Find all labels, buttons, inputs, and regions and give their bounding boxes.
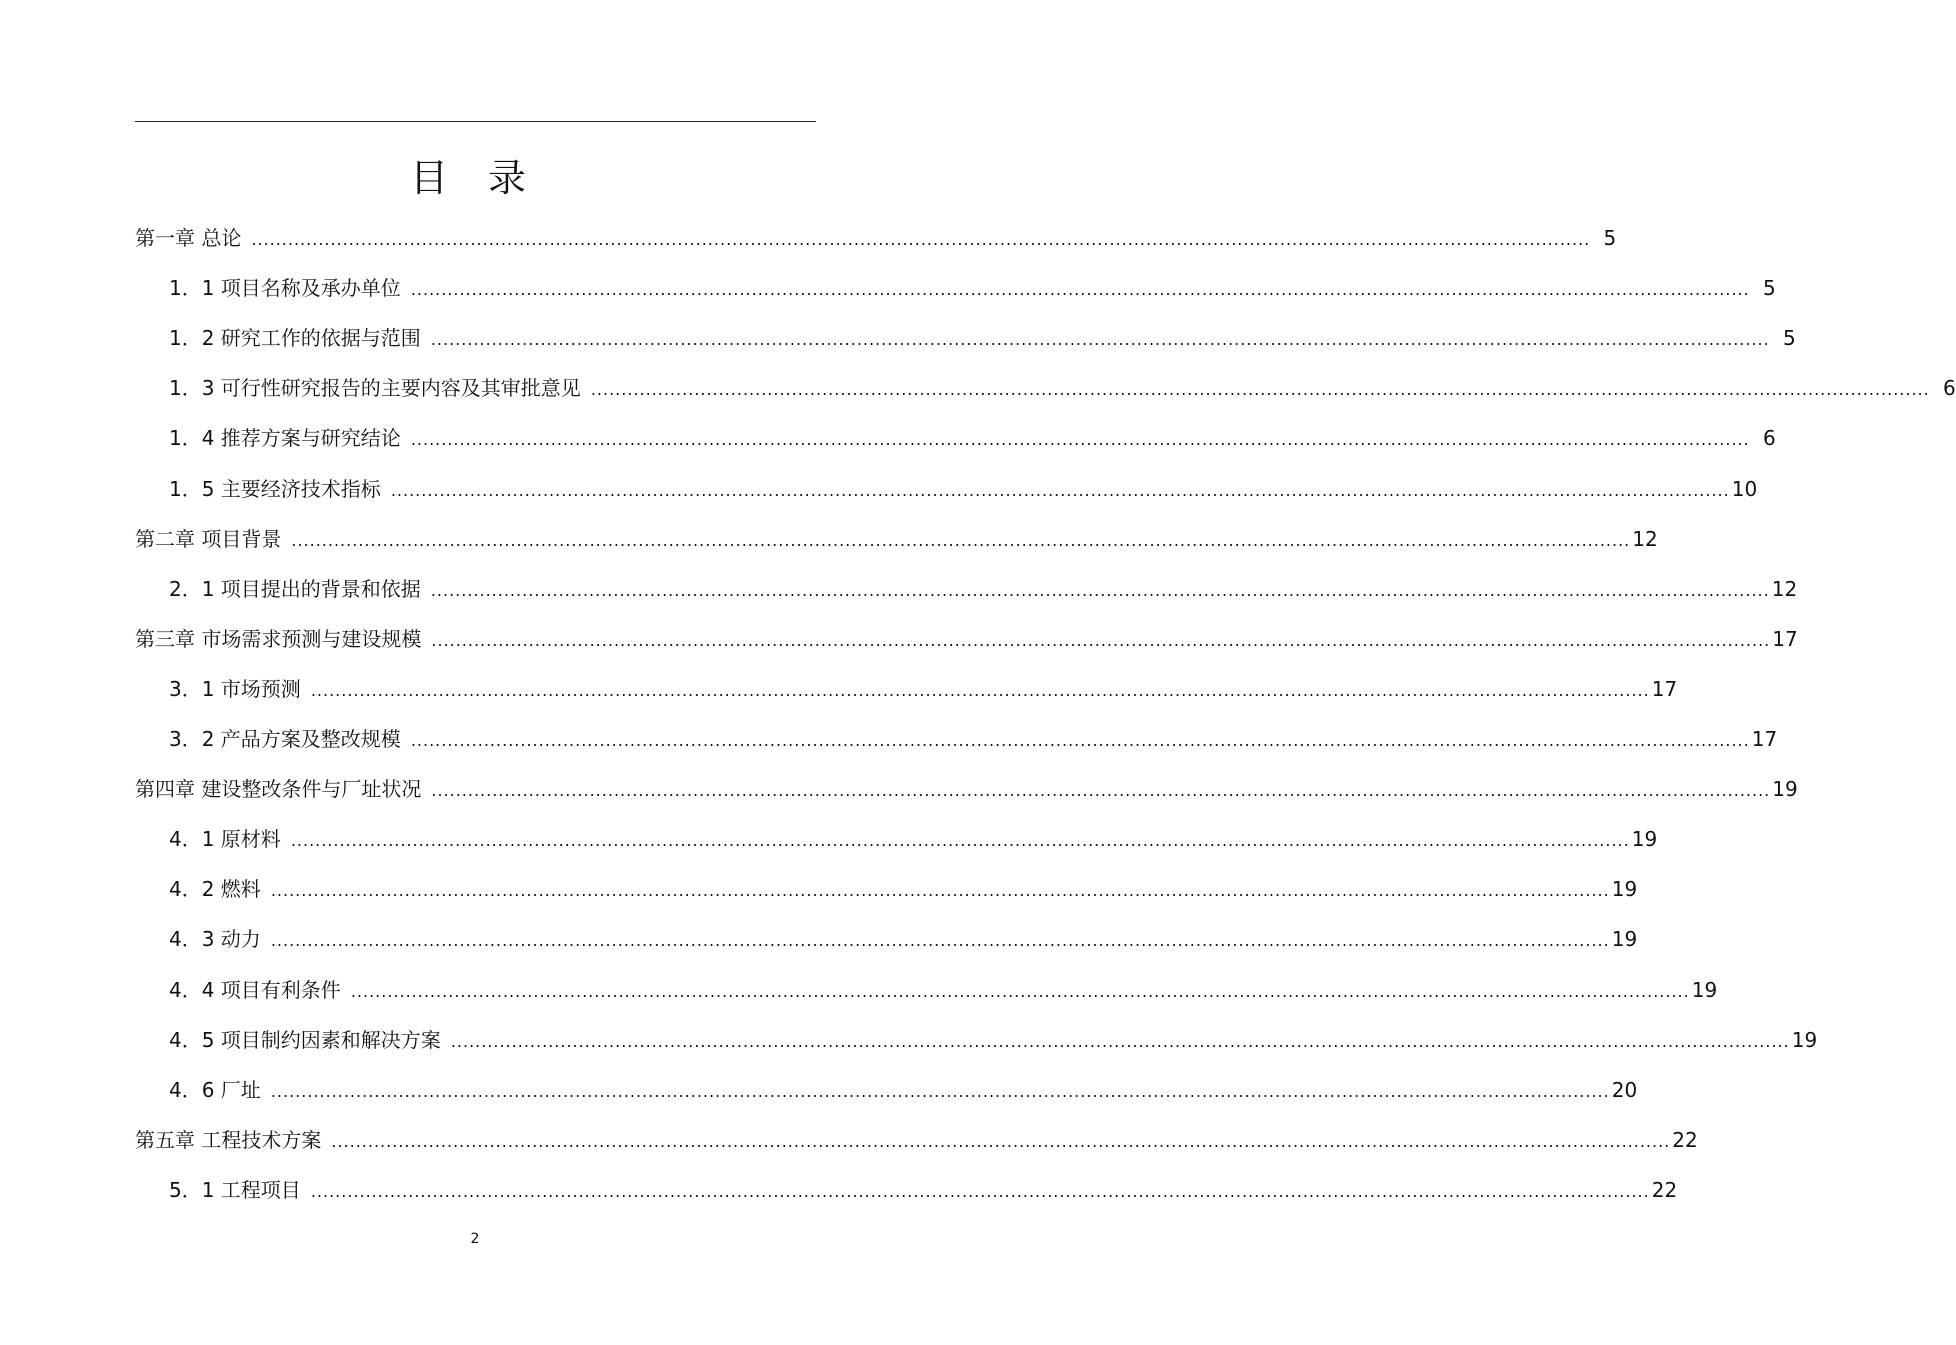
- dot-leader: ............................................................................................................................................................................................................................: [430, 581, 1770, 600]
- toc-section-entry[interactable]: [169, 374, 1956, 402]
- header-rule: [135, 121, 816, 122]
- dot-leader: ............................................................................................................................................................................................................................: [331, 1132, 1671, 1151]
- toc-entry-page: 17: [1751, 727, 1778, 751]
- toc-section-entry[interactable]: [169, 424, 1776, 452]
- dot-leader: ............................................................................................................................................................................................................................: [410, 731, 1750, 750]
- toc-entry-page: 6: [1942, 376, 1956, 400]
- page-number: 2: [470, 1231, 480, 1247]
- toc-entry-page: 22: [1672, 1128, 1698, 1152]
- toc-entry-label: 第五章 工程技术方案: [135, 1128, 322, 1152]
- toc-section-entry[interactable]: [169, 825, 1658, 853]
- toc-section-entry[interactable]: [169, 1076, 1638, 1104]
- toc-entry-label: 4．2 燃料: [169, 877, 261, 901]
- dot-leader: ............................................................................................................................................................................................................................: [270, 1082, 1610, 1101]
- toc-entry-page: 20: [1611, 1078, 1638, 1102]
- page-title: 目 录: [409, 156, 541, 200]
- dot-leader: ............................................................................................................................................................................................................................: [450, 1032, 1790, 1051]
- toc-section-entry[interactable]: [169, 1176, 1678, 1204]
- toc-entry-page: 12: [1771, 577, 1798, 601]
- toc-entry-page: 5: [1603, 226, 1617, 250]
- dot-leader: ............................................................................................................................................................................................................................: [350, 982, 1690, 1001]
- toc-entry-page: 19: [1631, 827, 1658, 851]
- dot-leader: ............................................................................................................................................................................................................................: [290, 831, 1630, 850]
- dot-leader: ............................................................................................................................................................................................................................: [270, 931, 1610, 950]
- dot-leader: ............................................................................................................................................................................................................................: [431, 631, 1771, 650]
- toc-entry-page: 19: [1611, 927, 1638, 951]
- toc-entry-label: 4．4 项目有利条件: [169, 978, 341, 1002]
- toc-entry-page: 22: [1651, 1178, 1678, 1202]
- toc-entry-label: 1．4 推荐方案与研究结论: [169, 426, 401, 450]
- toc-section-entry[interactable]: [169, 976, 1718, 1004]
- toc-entry-label: 4．3 动力: [169, 927, 261, 951]
- dot-leader: ............................................................................................................................................................................................................................: [590, 380, 1930, 399]
- toc-entry-label: 3．2 产品方案及整改规模: [169, 727, 401, 751]
- toc-chapter-entry[interactable]: [135, 525, 1658, 553]
- toc-entry-label: 5．1 工程项目: [169, 1178, 301, 1202]
- toc-section-entry[interactable]: [169, 675, 1678, 703]
- toc-chapter-entry[interactable]: [135, 775, 1798, 803]
- dot-leader: ............................................................................................................................................................................................................................: [310, 681, 1650, 700]
- dot-leader: ............................................................................................................................................................................................................................: [430, 330, 1770, 349]
- dot-leader: ............................................................................................................................................................................................................................: [410, 280, 1750, 299]
- toc-entry-page: 19: [1791, 1028, 1818, 1052]
- dot-leader: ............................................................................................................................................................................................................................: [310, 1182, 1650, 1201]
- toc-entry-label: 4．1 原材料: [169, 827, 281, 851]
- toc-chapter-entry[interactable]: [135, 1126, 1698, 1154]
- toc-entry-page: 19: [1772, 777, 1798, 801]
- toc-entry-page: 6: [1762, 426, 1776, 450]
- toc-entry-label: 3．1 市场预测: [169, 677, 301, 701]
- dot-leader: ............................................................................................................................................................................................................................: [291, 531, 1631, 550]
- toc-entry-page: 17: [1651, 677, 1678, 701]
- toc-section-entry[interactable]: [169, 875, 1638, 903]
- toc-section-entry[interactable]: [169, 475, 1758, 503]
- toc-chapter-entry[interactable]: [135, 224, 1617, 252]
- toc-entry-page: 10: [1731, 477, 1758, 501]
- dot-leader: ............................................................................................................................................................................................................................: [251, 230, 1591, 249]
- toc-entry-label: 1．3 可行性研究报告的主要内容及其审批意见: [169, 376, 581, 400]
- toc-entry-page: 5: [1782, 326, 1796, 350]
- toc-entry-label: 第二章 项目背景: [135, 527, 282, 551]
- toc-entry-page: 17: [1772, 627, 1798, 651]
- toc-entry-label: 4．5 项目制约因素和解决方案: [169, 1028, 441, 1052]
- toc-entry-label: 1．5 主要经济技术指标: [169, 477, 381, 501]
- toc-entry-label: 第三章 市场需求预测与建设规模: [135, 627, 422, 651]
- dot-leader: ............................................................................................................................................................................................................................: [431, 781, 1771, 800]
- toc-section-entry[interactable]: [169, 575, 1798, 603]
- toc-entry-page: 12: [1632, 527, 1658, 551]
- toc-entry-page: 19: [1691, 978, 1718, 1002]
- dot-leader: ............................................................................................................................................................................................................................: [390, 481, 1730, 500]
- toc-section-entry[interactable]: [169, 1026, 1818, 1054]
- toc-section-entry[interactable]: [169, 925, 1638, 953]
- toc-section-entry[interactable]: [169, 725, 1778, 753]
- toc-entry-label: 1．2 研究工作的依据与范围: [169, 326, 421, 350]
- toc-entry-page: 19: [1611, 877, 1638, 901]
- dot-leader: ............................................................................................................................................................................................................................: [410, 430, 1750, 449]
- toc-entry-label: 1．1 项目名称及承办单位: [169, 276, 401, 300]
- toc-entry-page: 5: [1762, 276, 1776, 300]
- toc-entry-label: 4．6 厂址: [169, 1078, 261, 1102]
- dot-leader: ............................................................................................................................................................................................................................: [270, 881, 1610, 900]
- toc-entry-label: 第四章 建设整改条件与厂址状况: [135, 777, 422, 801]
- toc-section-entry[interactable]: [169, 274, 1776, 302]
- toc-chapter-entry[interactable]: [135, 625, 1798, 653]
- toc-entry-label: 2．1 项目提出的背景和依据: [169, 577, 421, 601]
- toc-entry-label: 第一章 总论: [135, 226, 242, 250]
- toc-section-entry[interactable]: [169, 324, 1796, 352]
